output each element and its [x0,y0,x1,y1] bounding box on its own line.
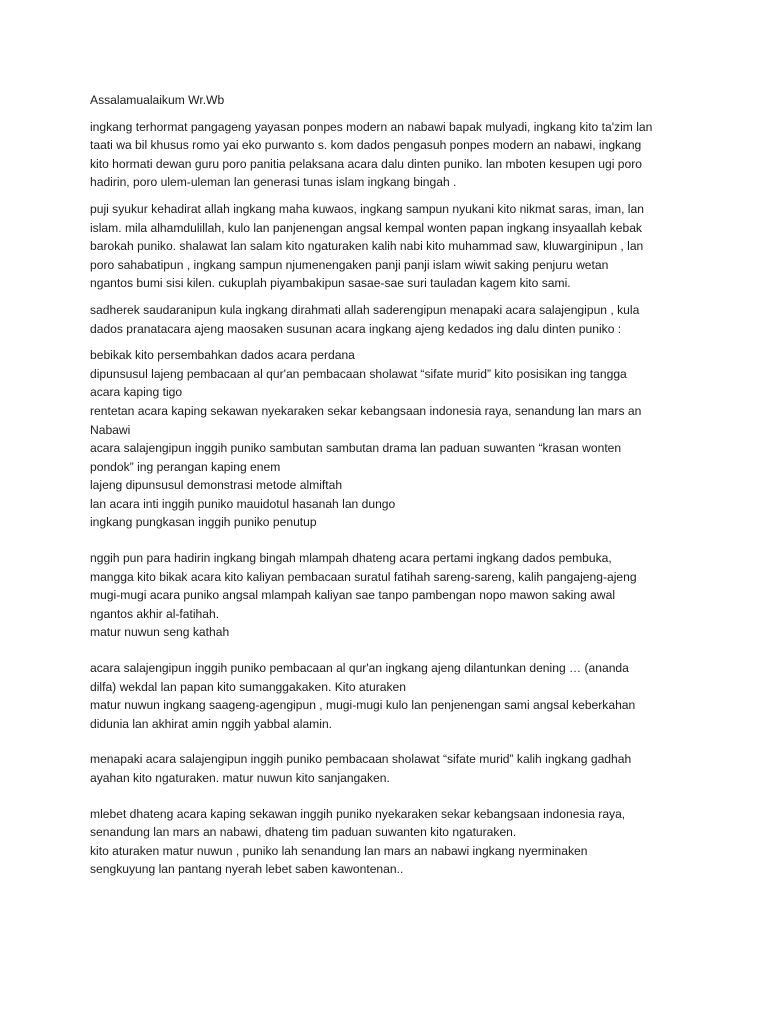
sholawat-paragraph [90,750,690,787]
text-line: dados pranatacara ajeng maosaken susunan acara ingkang ajeng kedados ing dalu dinten puniko : [90,321,622,336]
text-line: poro sahabatipun , ingkang sampun njumenengaken panji panji islam wiwit saking penjuru wetan [90,257,609,272]
greeting-line [90,91,690,110]
agenda-line: lan acara inti inggih puniko mauidotul hasanah lan dungo [90,496,396,511]
agenda-line: bebikak kito persembahkan dados acara perdana [90,348,355,363]
text-line: barokah puniko. shalawat lan salam kito ngaturaken kalih nabi kito muhammad saw, kluwarginipun , lan [90,239,644,254]
agenda-line: dipunsusul lajeng pembacaan al qur'an pembacaan sholawat “sifate murid” kito posisikan ing tangga [90,366,627,381]
paragraph-gap [90,788,690,805]
paragraph-gap [90,733,690,750]
text-line: mangga kito bikak acara kito kaliyan pembacaan suratul fatihah sareng-sareng, kalih pangajeng-ajeng [90,569,637,584]
agenda-line: acara salajengipun inggih puniko sambutan sambutan drama lan paduan suwanten “krasan wonten [90,441,622,456]
agenda-line: Nabawi [90,422,131,437]
text-line: kito aturaken matur nuwun , puniko lah senandung lan mars an nabawi ingkang nyerminaken [90,843,588,858]
paragraph-gap [90,338,690,346]
document-page [90,91,690,879]
text-line: hadirin, poro ulem-uleman lan generasi tunas islam ingkang bingah . [90,175,457,190]
text-line: dilfa) wekdal lan papan kito sumanggakaken. Kito aturaken [90,679,406,694]
agenda-line: lajeng dipunsusul demonstrasi metode almiftah [90,478,343,493]
praise-paragraph [90,200,690,293]
paragraph-gap [90,110,690,118]
intro-agenda-paragraph [90,301,690,338]
text-line: islam. mila alhamdulillah, kulo lan panjenengan angsal kempal wonten papan ingkang insyaallah kebak [90,220,642,235]
text-line: didunia lan akhirat amin nggih yabbal alamin. [90,716,333,731]
text-line: matur nuwun ingkang saageng-agengipun , mugi-mugi kulo lan penjenengan sami angsal keberkahan [90,698,636,713]
quran-recitation-paragraph [90,659,690,733]
text-line: menapaki acara salajengipun inggih puniko pembacaan sholawat “sifate murid” kalih ingkang gadhah [90,752,632,767]
paragraph-gap [90,642,690,659]
text-line: taati wa bil khusus romo yai eko purwanto s. kom dados pengasuh ponpes modern an nabawi, ingkang [90,138,642,153]
text-line: ngantos akhir al-fatihah. [90,606,220,621]
text-line: acara salajengipun inggih puniko pembacaan al qur'an ingkang ajeng dilantunkan dening … (ananda [90,661,629,676]
text-line: puji syukur kehadirat allah ingkang maha kuwaos, ingkang sampun nyukani kito nikmat saras, iman, lan [90,201,644,216]
text-line: mugi-mugi acara puniko angsal mlampah kaliyan sae tanpo pambengan nopo mawon saking awal [90,588,616,603]
paragraph-gap [90,293,690,301]
text-line: Assalamualaikum Wr.Wb [90,93,225,107]
opening-paragraph [90,118,690,192]
text-line: nggih pun para hadirin ingkang bingah mlampah dhateng acara pertami ingkang dados pembuka, [90,551,612,566]
paragraph-gap [90,192,690,200]
text-line: ngantos bumi sisi kilen. cukuplah piyambakipun sasae-sae suri tauladan kagem kito sami. [90,276,571,291]
agenda-line: pondok” ing perangan kaping enem [90,459,281,474]
agenda-line: acara kaping tigo [90,385,183,400]
text-line: matur nuwun seng kathah [90,625,230,640]
text-line: ingkang terhormat pangageng yayasan ponpes modern an nabawi bapak mulyadi, ingkang kito ta'zim lan [90,119,653,134]
agenda-line: ingkang pungkasan inggih puniko penutup [90,515,317,530]
text-line: ayahan kito ngaturaken. matur nuwun kito sanjangaken. [90,771,390,785]
text-line: sadherek saudaranipun kula ingkang dirahmati allah saderengipun menapaki acara salajengipun , kula [90,302,640,317]
agenda-line: rentetan acara kaping sekawan nyekaraken sekar kebangsaan indonesia raya, senandung lan mars an [90,403,642,418]
paragraph-gap [90,532,690,549]
text-line: kito hormati dewan guru poro panitia pelaksana acara dalu dinten puniko. lan mboten kesupen ugi poro [90,156,642,171]
agenda-list [90,346,690,532]
text-line: sengkuyung lan pantang nyerah lebet saben kawontenan.. [90,862,404,877]
opening-prayer-paragraph [90,549,690,642]
text-line: senandung lan mars an nabawi, dhateng tim paduan suwanten kito ngaturaken. [90,825,517,840]
anthem-paragraph [90,805,690,879]
text-line: mlebet dhateng acara kaping sekawan inggih puniko nyekaraken sekar kebangsaan indonesia raya, [90,806,626,821]
